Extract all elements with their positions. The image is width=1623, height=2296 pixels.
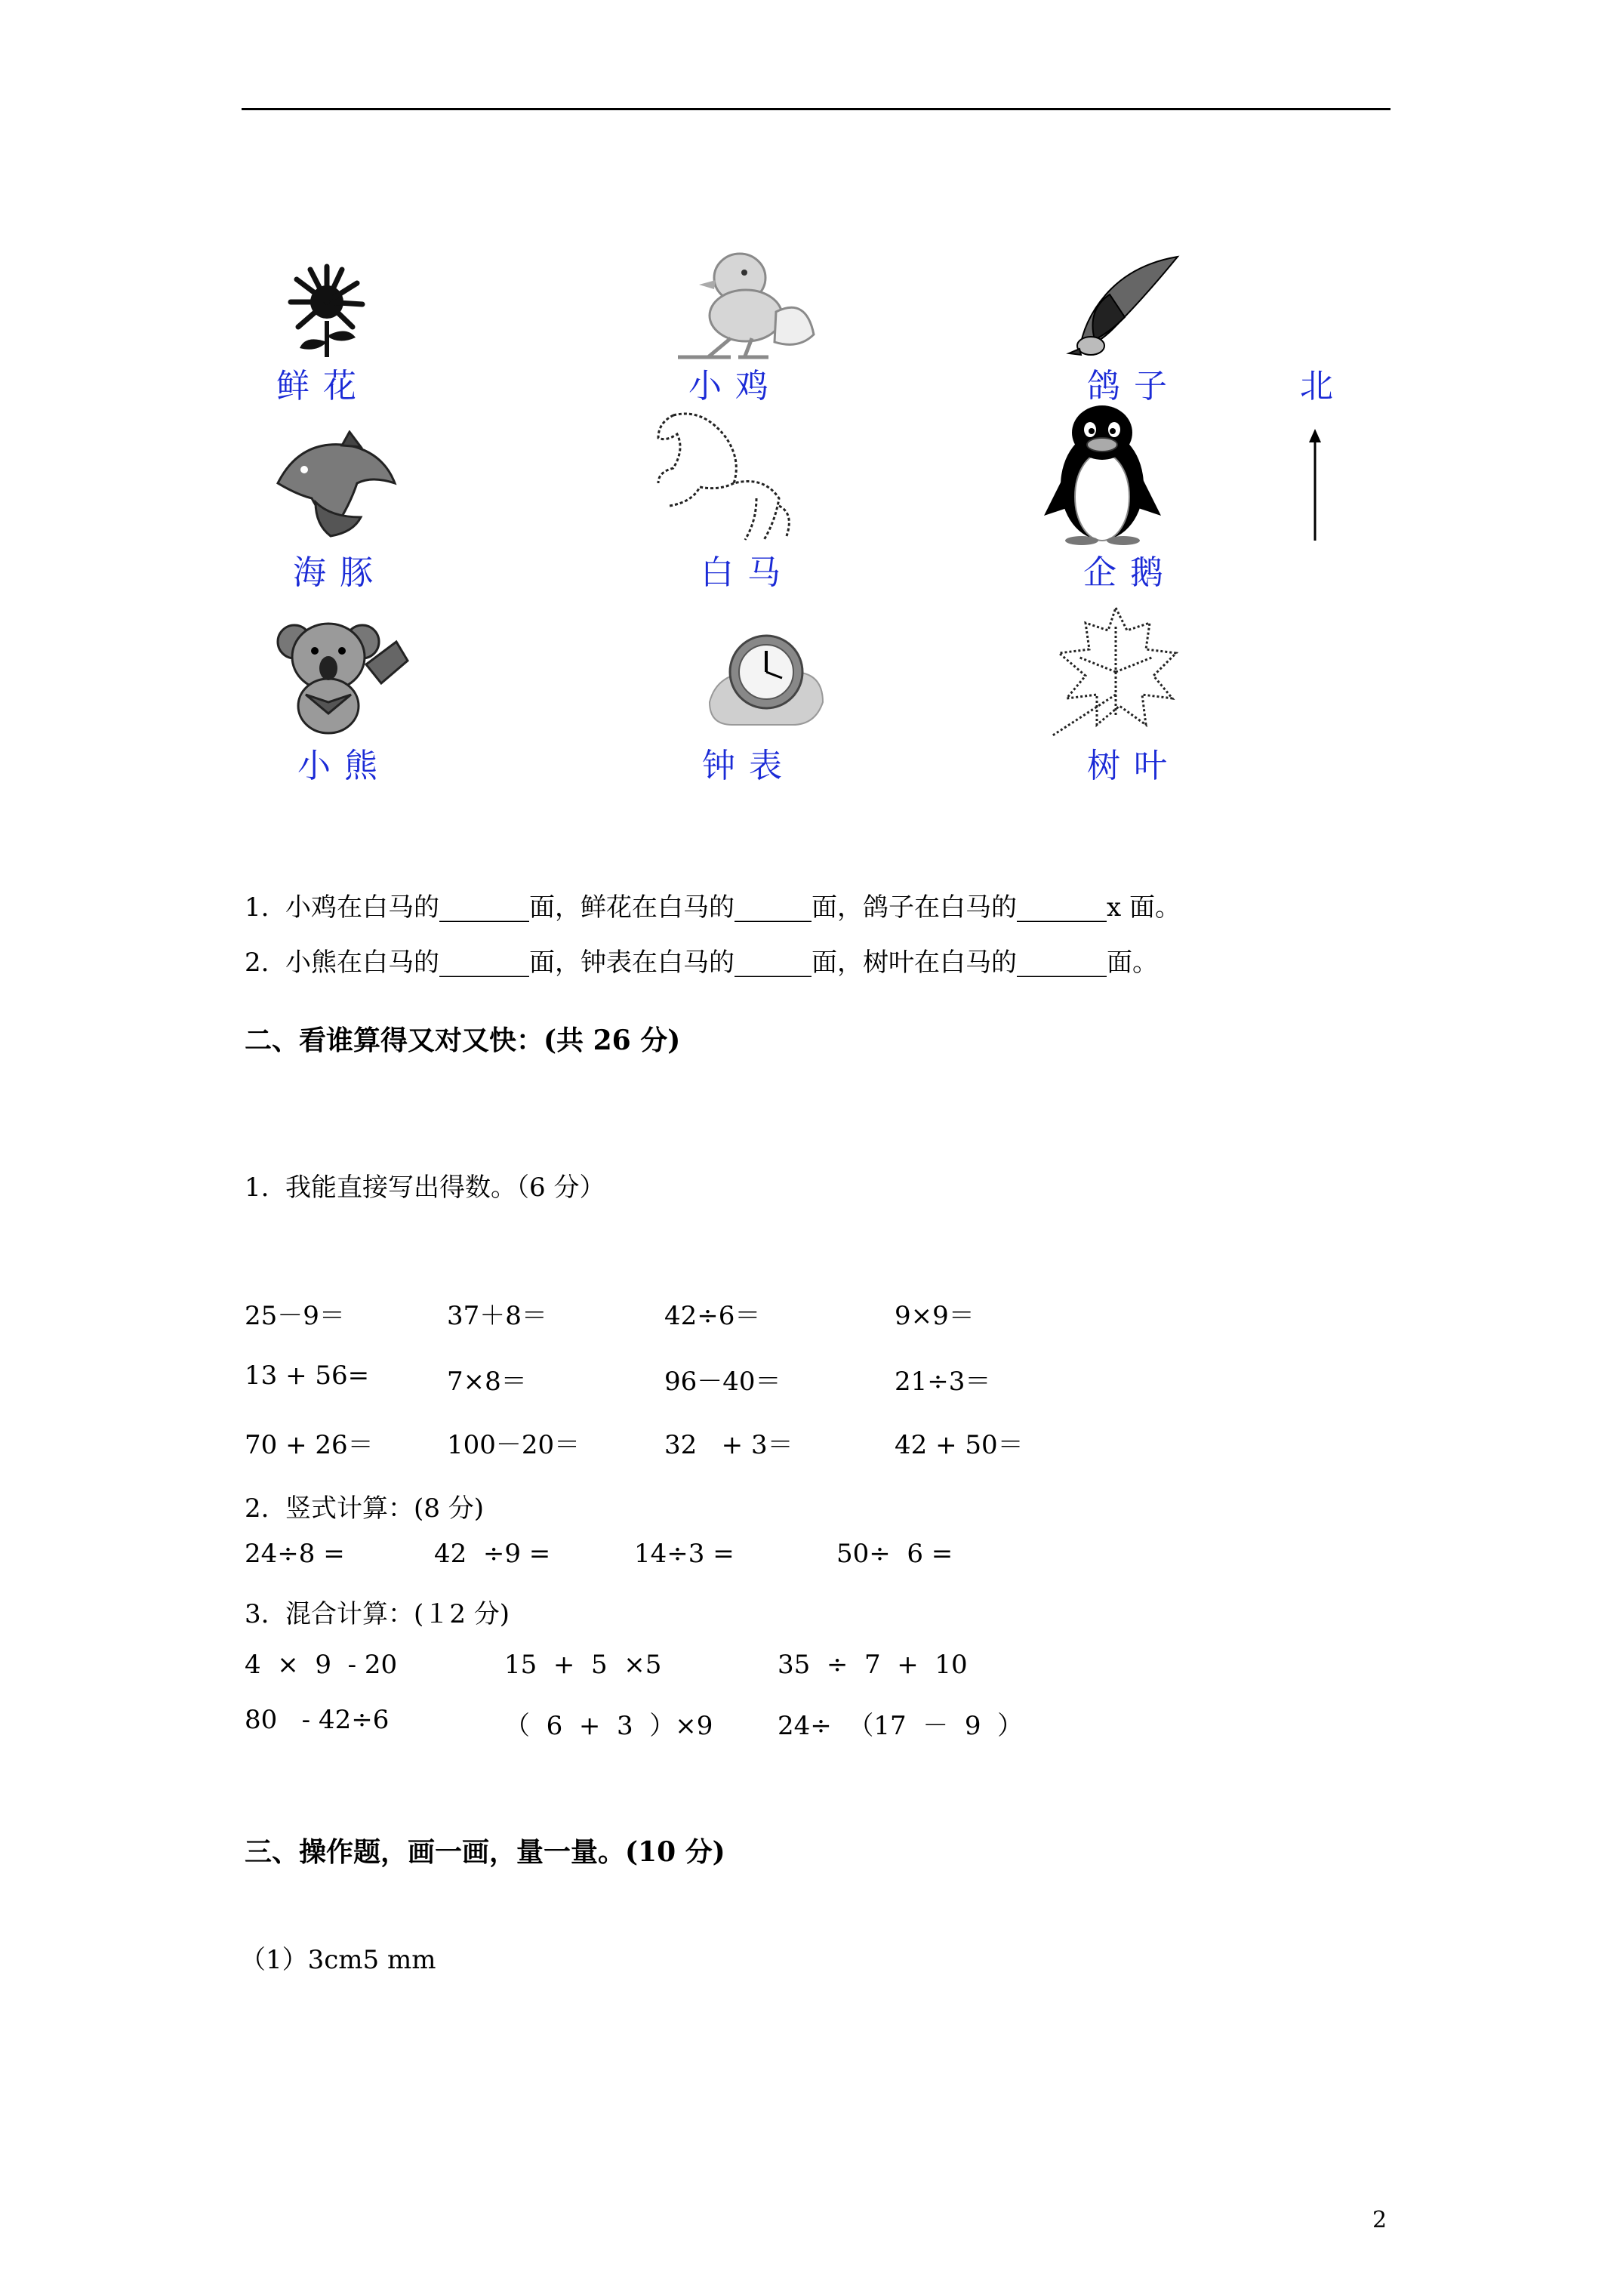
header-rule — [242, 108, 1390, 110]
label-bear: 小熊 — [297, 747, 391, 785]
oral-calc: 70 + 26＝ — [245, 1430, 374, 1460]
label-penguin: 企鹅 — [1083, 553, 1177, 592]
label-clock: 钟表 — [702, 747, 796, 785]
oral-calc: 100－20＝ — [447, 1430, 581, 1460]
flower-icon — [276, 260, 377, 359]
oral-calc: 42 + 50＝ — [895, 1430, 1024, 1460]
oral-calc: 21÷3＝ — [895, 1367, 991, 1397]
label-pigeon: 鸽子 — [1087, 367, 1181, 405]
oral-calc: 7×8＝ — [447, 1367, 527, 1397]
vertical-calc: 14÷3 = — [634, 1539, 735, 1569]
vertical-calc: 42 ÷9 = — [434, 1539, 551, 1569]
page-number: 2 — [1372, 2207, 1387, 2233]
oral-calc: 37＋8＝ — [447, 1301, 547, 1331]
mixed-calc: 35 ÷ 7 + 10 — [778, 1650, 968, 1680]
oral-calc: 13 + 56= — [245, 1361, 370, 1391]
question-1: 1. 小鸡在白马的_______面，鲜花在白马的______面，鸽子在白马的_______x 面。 — [245, 892, 1181, 923]
bear-icon — [276, 612, 411, 736]
dolphin-icon — [270, 430, 399, 544]
label-horse: 白马 — [701, 553, 794, 592]
oral-calc: 42÷6＝ — [664, 1301, 761, 1331]
north-label: 北 — [1300, 367, 1333, 405]
label-dolphin: 海豚 — [293, 553, 387, 592]
vertical-calc: 24÷8 = — [245, 1539, 345, 1569]
chick-icon — [670, 244, 821, 361]
oral-calc: 96－40＝ — [664, 1367, 781, 1397]
question-2: 2. 小熊在白马的_______面，钟表在白马的______面，树叶在白马的_______面。 — [245, 948, 1159, 978]
mixed-calc: 15 + 5 ×5 — [504, 1650, 662, 1680]
pigeon-icon — [1064, 249, 1185, 362]
label-leaf: 树叶 — [1087, 747, 1181, 785]
vertical-calc: 50÷ 6 = — [836, 1539, 953, 1569]
section2-title: 二、看谁算得又对又快：(共 26 分) — [245, 1025, 681, 1056]
label-chick: 小鸡 — [688, 367, 782, 405]
mixed-calc: 4 × 9 - 20 — [245, 1650, 398, 1680]
north-arrow-icon — [1306, 429, 1324, 542]
oral-calc: 25－9＝ — [245, 1301, 345, 1331]
mixed-calc: 80 - 42÷6 — [245, 1705, 390, 1735]
sub2-title: 2. 竖式计算：(8 分) — [245, 1493, 485, 1524]
leaf-icon — [1048, 604, 1184, 740]
horse-icon — [651, 408, 798, 544]
operation-1: （1）3cm5 mm — [240, 1945, 436, 1975]
sub1-title: 1. 我能直接写出得数。（6 分） — [245, 1173, 605, 1203]
section3-title: 三、操作题，画一画，量一量。(10 分) — [245, 1836, 725, 1868]
clock-icon — [702, 619, 830, 732]
label-flower: 鲜花 — [276, 367, 370, 405]
sub3-title: 3. 混合计算：(１2 分) — [245, 1599, 510, 1629]
mixed-calc: （ 6 + 3 ）×9 — [504, 1711, 713, 1741]
penguin-icon — [1040, 402, 1165, 546]
mixed-calc: 24÷ （17 － 9 ） — [778, 1711, 1024, 1741]
oral-calc: 9×9＝ — [895, 1301, 975, 1331]
oral-calc: 32 + 3＝ — [664, 1430, 793, 1460]
